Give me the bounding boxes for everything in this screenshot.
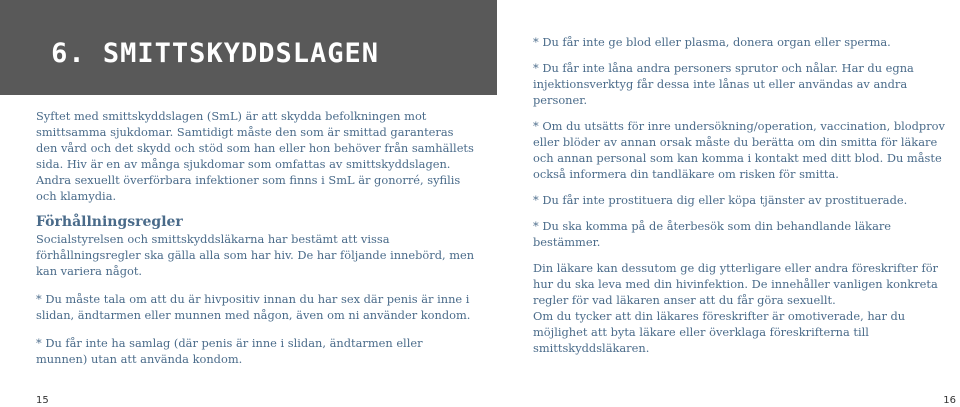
rule-paragraph: * Du får inte låna andra personers sprutor och nålar. Har du egna injektionsverktyg får dessa inte lånas ut eller användas av andra personer. xyxy=(533,61,914,107)
section-subheading: Förhållningsregler xyxy=(36,214,183,230)
right-column xyxy=(533,34,951,356)
rule-paragraph: * Du får inte prostituera dig eller köpa tjänster av prostituerade. xyxy=(533,193,908,207)
rule-paragraph: * Du får inte ha samlag (där penis är inne i slidan, ändtarmen eller munnen) utan att använda kondom. xyxy=(36,336,423,366)
left-column xyxy=(36,108,476,367)
chapter-header-box xyxy=(0,0,497,95)
rule-paragraph: * Om du utsätts för inre undersökning/operation, vaccination, blodprov eller blöder av annan orsak måste du berätta om din smitta för läkare och annan personal som kan komma i kontakt med ditt blod. Du måste också informera din tandläkare om risken för smitta. xyxy=(533,119,945,181)
page-number-right: 16 xyxy=(943,395,956,406)
rules-intro-paragraph: Socialstyrelsen och smittskyddsläkarna har bestämt att vissa förhållningsregler ska gälla alla som har hiv. De har följande innebörd, men kan variera något. xyxy=(36,232,475,278)
rule-paragraph: * Du måste tala om att du är hivpositiv innan du har sex där penis är inne i slidan, ändtarmen eller munnen med någon, även om ni använder kondom. xyxy=(36,292,471,322)
page-number-left: 15 xyxy=(36,395,49,406)
intro-paragraph: Syftet med smittskyddslagen (SmL) är att skydda befolkningen mot smittsamma sjukdomar. Samtidigt måste den som är smittad garanteras den vård och det skydd och stöd som han eller hon behöver från samhällets sida. Hiv är en av många sjukdomar som omfattas av smittskyddslagen. Andra sexuellt överförbara infektioner som finns i SmL är gonorré, syfilis och klamydia. xyxy=(36,109,474,203)
rule-paragraph: * Du ska komma på de återbesök som din behandlande läkare bestämmer. xyxy=(533,219,892,249)
closing-paragraph: Om du tycker att din läkares föreskrifter är omotiverade, har du möjlighet att byta läkare eller överklaga föreskrifterna till smittskyddsläkaren. xyxy=(533,309,906,355)
rule-paragraph: * Du får inte ge blod eller plasma, donera organ eller sperma. xyxy=(533,35,891,49)
chapter-title: 6. SMITTSKYDDSLAGEN xyxy=(51,38,379,69)
closing-paragraph: Din läkare kan dessutom ge dig ytterligare eller andra föreskrifter för hur du ska leva med din hivinfektion. De innehåller vanligen konkreta regler för vad läkaren anser att du får göra sexuellt. xyxy=(533,261,939,307)
